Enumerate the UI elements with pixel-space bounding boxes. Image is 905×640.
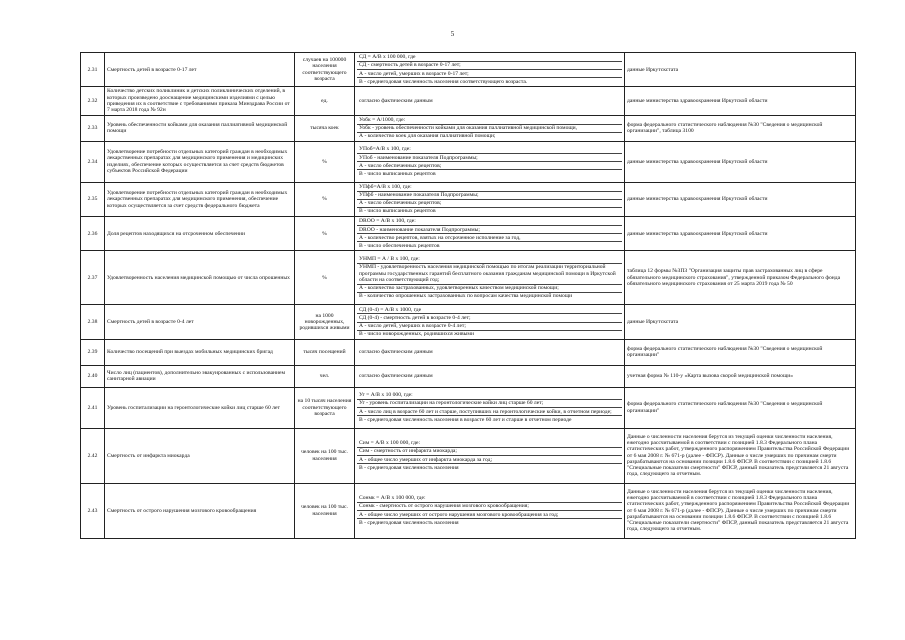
table-row — [81, 365, 856, 387]
formula-line: А - число лиц в возрасте 60 лет и старше, поступивших на геронтологические койки, в отчетном периоде; — [357, 408, 622, 416]
unit-of-measure: на 1000 новорожденных, родившихся живыми — [295, 305, 355, 339]
formula-line: А - число обеспеченных рецептов; — [357, 162, 622, 170]
formula-line: УНМП = А / В х 100, где: — [357, 256, 622, 264]
formula-line: В - среднегодовая численность населения соответствующего возраста. — [359, 78, 528, 85]
formula-line: согласно фактическим данным — [359, 373, 433, 380]
formula-line: А - общее число умерших от инфаркта миокарда за год; — [357, 456, 622, 464]
formula-line: Сонмк = А/В х 100 000, где: — [357, 495, 622, 503]
unit-of-measure: % — [295, 251, 355, 305]
formula-line: УПоб=А/В х 100, где: — [357, 146, 622, 154]
indicators-table-body — [81, 53, 856, 539]
unit-of-measure: случаев на 100000 населения соответствующего возраста — [295, 53, 355, 87]
indicators-table — [80, 52, 856, 539]
formula-line: СД (0-4) = А/В х 1000, где — [357, 306, 622, 314]
calculation-formula — [355, 87, 625, 115]
calculation-formula — [355, 339, 625, 365]
unit-of-measure: % — [295, 141, 355, 182]
formula-line: УНМП - удовлетворенность населения медицинской помощью по итогам реализации территориальной программы государственных гарантий бесплатного оказания гражданам медицинской помощи в Иркутской области на соответствующий год; — [357, 264, 622, 285]
row-number: 2.42 — [81, 428, 105, 483]
row-number: 2.40 — [81, 365, 105, 387]
formula-line: В - число обеспеченных рецептов — [359, 242, 440, 249]
table-row — [81, 483, 856, 538]
indicator-name: Смертность от инфаркта миокарда — [105, 428, 295, 483]
formula-line: Сим - смертность от инфаркта миокарда; — [357, 448, 622, 456]
calculation-formula — [355, 115, 625, 141]
unit-of-measure: % — [295, 182, 355, 216]
indicator-name: Уровень обеспеченности койками для оказания паллиативной медицинской помощи — [105, 115, 295, 141]
table-row — [81, 141, 856, 182]
row-number: 2.41 — [81, 387, 105, 428]
table-row — [81, 53, 856, 87]
formula-line: А - количество рецептов, взятых на отсроченное исполнение за год, — [357, 234, 622, 242]
formula-line: В - число выписанных рецептов — [359, 170, 436, 177]
indicator-name: Число лиц (пациентов), дополнительно эвакуированных с использованием санитарной авиации — [105, 365, 295, 387]
unit-of-measure: человек на 100 тыс. населения — [295, 483, 355, 538]
formula-line: А - общее число умерших от острого нарушения мозгового кровообращения за год; — [357, 511, 622, 519]
data-source: Данные о численности населения берутся из текущей оценки численности населения, ежегодно рассчитываемой в соответствии с позицией 1.8.3 Федерального плана статистических работ, утвержденного распоряжением Правительства Российской Федерации от 6 мая 2008 г. № 671-р (далее - ФПСР). Данные о числе умерших по причинам смерти разрабатываются на основании позиции 1.8.6 ФПСР. В соответствии с позицией 1.8.6 "Специальные показатели смертности" ФПСР, данный показатель представляется 21 августа года, следующего за отчетным. — [625, 428, 856, 483]
calculation-formula — [355, 483, 625, 538]
data-source: данные министерства здравоохранения Иркутской области — [625, 182, 856, 216]
page-number: 5 — [450, 30, 455, 38]
data-source: данные Иркутскстата — [625, 53, 856, 87]
calculation-formula — [355, 305, 625, 339]
data-source: таблица 12 формы №ЗПЗ "Организация защиты прав застрахованных лиц в сфере обязательного медицинского страхования", утвержденной приказом Федерального фонда обязательного медицинского страхования от 25 марта 2019 года № 50 — [625, 251, 856, 305]
formula-line: Сим = А/В х 100 000, где: — [357, 440, 622, 448]
row-number: 2.38 — [81, 305, 105, 339]
calculation-formula — [355, 365, 625, 387]
row-number: 2.43 — [81, 483, 105, 538]
formula-line: А - число обеспеченных рецептов; — [357, 200, 622, 208]
calculation-formula — [355, 141, 625, 182]
row-number: 2.34 — [81, 141, 105, 182]
indicator-name: Количество детских поликлиник и детских поликлинических отделений, в которых произведено дооснащение медицинскими изделиями с целью приведения их в соответствие с требованиями приказа Минздрава России от 7 марта 2018 года № 92н — [105, 87, 295, 115]
data-source: Данные о численности населения берутся из текущей оценки численности населения, ежегодно рассчитываемой в соответствии с позицией 1.8.3 Федерального плана статистических работ, утвержденного распоряжением Правительства Российской Федерации от 6 мая 2008 г. № 671-р (далее - ФПСР). Данные о числе умерших по причинам смерти разрабатываются на основании позиции 1.8.6 ФПСР. В соответствии с позицией 1.8.6 "Специальные показатели смертности" ФПСР, данный показатель представляется 21 августа года, следующего за отчетным. — [625, 483, 856, 538]
row-number: 2.35 — [81, 182, 105, 216]
table-row — [81, 387, 856, 428]
formula-line: В - среднегодовая численность населения в возрасте 60 лет и старше в отчетном периоде — [359, 416, 572, 423]
row-number: 2.36 — [81, 217, 105, 251]
indicator-name: Уровень госпитализации на геронтологические койки лиц старше 60 лет — [105, 387, 295, 428]
formula-line: В - среднегодовая численность населения — [359, 519, 459, 526]
formula-line: В - количество опрошенных застрахованных по вопросам качества медицинской помощи — [359, 293, 573, 300]
indicator-name: Удовлетворение потребности отдельных категорий граждан в необходимых лекарственных препаратах для медицинского применения, обеспечение которых осуществляется за счет средств федерального бюджета — [105, 182, 295, 216]
formula-line: А - число детей, умерших в возрасте 0-4 лет; — [357, 323, 622, 331]
formula-line: Уобк = А/1000, где: — [357, 117, 622, 125]
formula-line: Уобк - уровень обеспеченности койками для оказания паллиативной медицинской помощи, — [357, 125, 622, 133]
data-source: данные Иркутскстата — [625, 305, 856, 339]
indicator-name: Удовлетворенность населения медицинской помощью от числа опрошенных — [105, 251, 295, 305]
table-row — [81, 428, 856, 483]
indicator-name: Удовлетворение потребности отдельных категорий граждан в необходимых лекарственных препаратах для медицинского применения и медицинских изделиях, обеспечение которых осуществляется за счет средств бюджетов субъектов Российской Федерации — [105, 141, 295, 182]
indicator-name: Количество посещений при выездах мобильных медицинских бригад — [105, 339, 295, 365]
formula-line: Сонмк - смертность от острого нарушения мозгового кровообращения; — [357, 503, 622, 511]
formula-line: согласно фактическим данным — [359, 97, 433, 104]
calculation-formula — [355, 53, 625, 87]
table-row — [81, 217, 856, 251]
calculation-formula — [355, 251, 625, 305]
indicator-name: Смертность детей в возрасте 0-17 лет — [105, 53, 295, 87]
table-row — [81, 339, 856, 365]
unit-of-measure: чел. — [295, 365, 355, 387]
formula-line: Уг = А/В х 10 000, где: — [357, 392, 622, 400]
row-number: 2.33 — [81, 115, 105, 141]
formula-line: УПфб=А/В х 100, где: — [357, 184, 622, 192]
unit-of-measure: % — [295, 217, 355, 251]
formula-line: DROO = А/В х 100, где: — [357, 218, 622, 226]
formula-line: Уг - уровень госпитализации на геронтологические койки лиц старше 60 лет; — [357, 400, 622, 408]
table-row — [81, 182, 856, 216]
formula-line: СД - смертность детей в возрасте 0-17 лет; — [357, 62, 622, 70]
data-source: учетная форма № 110-у «Карта вызова скорой медицинской помощи» — [625, 365, 856, 387]
formula-line: В - среднегодовая численность населения — [359, 464, 459, 471]
indicator-name: Смертность от острого нарушения мозгового кровообращения — [105, 483, 295, 538]
formula-line: А - количество коек для оказания паллиативной помощи; — [359, 133, 496, 140]
formula-line: А - число детей, умерших в возрасте 0-17 лет; — [357, 70, 622, 78]
formula-line: УПоб - наименование показателя Подпрограммы; — [357, 154, 622, 162]
unit-of-measure: тысяч посещений — [295, 339, 355, 365]
unit-of-measure: человек на 100 тыс. населения — [295, 428, 355, 483]
formula-line: В - число новорожденных, родившихся живыми — [359, 330, 474, 337]
data-source: форма федерального статистического наблюдения №30 "Сведения о медицинской организации" — [625, 387, 856, 428]
calculation-formula — [355, 387, 625, 428]
formula-line: В - число выписанных рецептов — [359, 208, 436, 215]
unit-of-measure: на 10 тысяч населения соответствующего возраста — [295, 387, 355, 428]
formula-line: УПфб - наименование показателя Подпрограммы; — [357, 192, 622, 200]
formula-line: DROO - наименование показателя Подпрограммы; — [357, 226, 622, 234]
row-number: 2.32 — [81, 87, 105, 115]
table-row — [81, 251, 856, 305]
indicator-name: Смертность детей в возрасте 0-4 лет — [105, 305, 295, 339]
calculation-formula — [355, 182, 625, 216]
unit-of-measure: ед. — [295, 87, 355, 115]
formula-line: А - количество застрахованных, удовлетворенных качеством медицинской помощи; — [357, 285, 622, 293]
row-number: 2.37 — [81, 251, 105, 305]
data-source: данные министерства здравоохранения Иркутской области — [625, 87, 856, 115]
indicator-name: Доля рецептов находящихся на отсроченном обеспечении — [105, 217, 295, 251]
unit-of-measure: тысяча коек — [295, 115, 355, 141]
data-source: форма федерального статистического наблюдения №30 "Сведения о медицинской организации", таблица 3100 — [625, 115, 856, 141]
formula-line: согласно фактическим данным — [359, 349, 433, 356]
row-number: 2.31 — [81, 53, 105, 87]
formula-line: СД (0-4) - смертность детей в возрасте 0-4 лет; — [357, 314, 622, 322]
calculation-formula — [355, 217, 625, 251]
table-row — [81, 305, 856, 339]
data-source: данные министерства здравоохранения Иркутской области — [625, 141, 856, 182]
data-source: данные министерства здравоохранения Иркутской области — [625, 217, 856, 251]
table-row — [81, 87, 856, 115]
data-source: форма федерального статистического наблюдения №30 "Сведения о медицинской организации" — [625, 339, 856, 365]
formula-line: СД = А/В х 100 000, где — [357, 54, 622, 62]
row-number: 2.39 — [81, 339, 105, 365]
table-row — [81, 115, 856, 141]
calculation-formula — [355, 428, 625, 483]
